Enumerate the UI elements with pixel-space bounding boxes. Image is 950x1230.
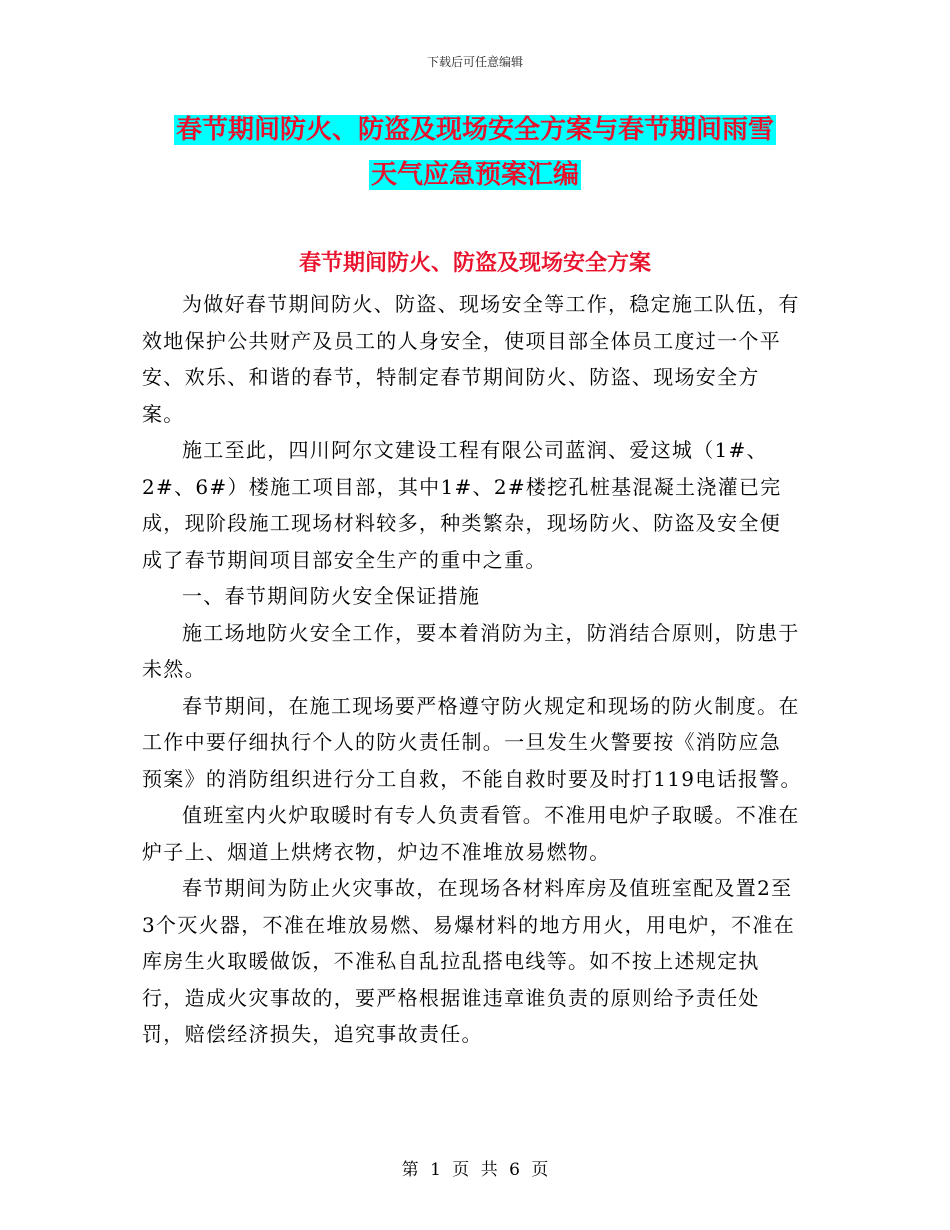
document-title-line-1: 春节期间防火、防盗及现场安全方案与春节期间雨雪 <box>175 115 774 145</box>
paragraph: 值班室内火炉取暖时有专人负责看管。不准用电炉子取暖。不准在炉子上、烟道上烘烤衣物，炉边不准堆放易燃物。 <box>142 803 800 864</box>
page-header-note: 下载后可任意编辑 <box>426 55 523 69</box>
section-title: 春节期间防火、防盗及现场安全方案 <box>298 250 651 276</box>
paragraph: 春节期间，在施工现场要严格遵守防火规定和现场的防火制度。在工作中要仔细执行个人的防火责任制。一旦发生火警要按《消防应急预案》的消防组织进行分工自救，不能自救时要及时打119电话报警。 <box>142 693 802 791</box>
document-body <box>142 286 802 1053</box>
document-title <box>140 108 810 198</box>
paragraph: 施工至此，四川阿尔文建设工程有限公司蓝润、爱这城（1#、2#、6#）楼施工项目部，其中1#、2#楼挖孔桩基混凝土浇灌已完成，现阶段施工现场材料较多，种类繁杂，现场防火、防盗及安全便成了春节期间项目部安全生产的重中之重。 <box>142 438 782 572</box>
paragraph: 施工场地防火安全工作，要本着消防为主，防消结合原则，防患于未然。 <box>142 620 800 681</box>
document-title-line-2: 天气应急预案汇编 <box>370 160 579 190</box>
page-number-footer: 第 1 页 共 6 页 <box>401 1160 549 1180</box>
section-heading: 一、春节期间防火安全保证措施 <box>182 584 481 608</box>
paragraph: 为做好春节期间防火、防盗、现场安全等工作，稳定施工队伍，有效地保护公共财产及员工的人身安全，使项目部全体员工度过一个平安、欢乐、和谐的春节，特制定春节期间防火、防盗、现场安全方案。 <box>142 292 800 426</box>
paragraph: 春节期间为防止火灾事故，在现场各材料库房及值班室配及置2至3个灭火器，不准在堆放易燃、易爆材料的地方用火，用电炉，不准在库房生火取暖做饭，不准私自乱拉乱搭电线等。如不按上述规定执行，造成火灾事故的，要严格根据谁违章谁负责的原则给予责任处罚，赔偿经济损失，追究事故责任。 <box>142 876 796 1046</box>
